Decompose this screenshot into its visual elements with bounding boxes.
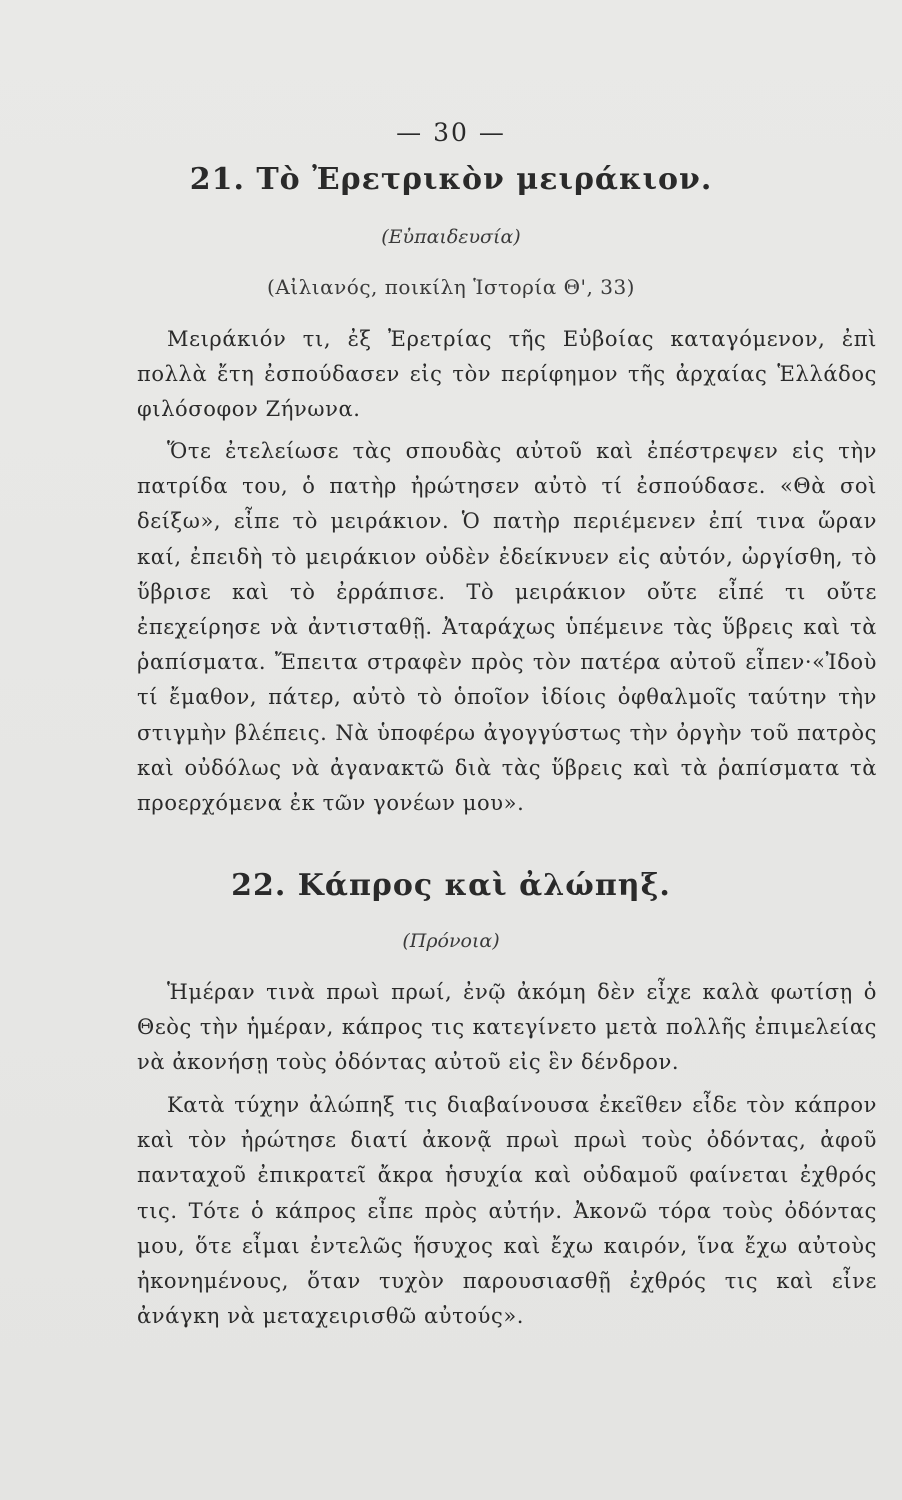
page-number: — 30 — (396, 118, 506, 147)
section-22-subtitle: (Πρόνοια) (402, 930, 500, 952)
section-21-title: 21. Τὸ Ἐρετρικὸν μειράκιον. (189, 162, 713, 197)
section-22-paragraph-1: Ἡμέραν τινὰ πρωὶ πρωί, ἐνῷ ἀκόμη δὲν εἶχε καλὰ φωτίσῃ ὁ Θεὸς τὴν ἡμέραν, κάπρος τις κατεγίνετο μετὰ πολλῆς ἐπιμελείας νὰ ἀκονήσῃ τοὺς ὀδόντας αὐτοῦ εἰς ἓν δένδρον. (137, 980, 877, 1075)
section-22-paragraph-2: Κατὰ τύχην ἀλώπηξ τις διαβαίνουσα ἐκεῖθεν εἶδε τὸν κάπρον καὶ τὸν ἠρώτησε διατί ἀκονᾷ πρωὶ πρωὶ τοὺς ὀδόντας, ἀφοῦ πανταχοῦ ἐπικρατεῖ ἄκρα ἡσυχία καὶ οὐδαμοῦ φαίνεται ἐχθρός τις. Τότε ὁ κάπρος εἶπε πρὸς αὐτήν. Ἀκονῶ τόρα τοὺς ὀδόντας μου, ὅτε εἶμαι ἐντελῶς ἥσυχος καὶ ἔχω καιρόν, ἵνα ἔχω αὐτοὺς ἠκονημένους, ὅταν τυχὸν παρουσιασθῇ ἐχθρός τις καὶ εἶνε ἀνάγκη νὰ μεταχειρισθῶ αὐτούς». (137, 1093, 877, 1329)
section-22-title: 22. Κάπρος καὶ ἀλώπηξ. (231, 868, 671, 903)
section-21-paragraph-1: Μειράκιόν τι, ἐξ Ἐρετρίας τῆς Εὐβοίας καταγόμενον, ἐπὶ πολλὰ ἔτη ἐσπούδασεν εἰς τὸν περίφημον τῆς ἀρχαίας Ἑλλάδος φιλόσοφον Ζήνωνα. (137, 327, 877, 422)
section-21-source: (Αἰλιανός, ποικίλη Ἱστορία Θ', 33) (267, 275, 635, 299)
section-21-paragraph-2: Ὅτε ἐτελείωσε τὰς σπουδὰς αὐτοῦ καὶ ἐπέστρεψεν εἰς τὴν πατρίδα του, ὁ πατὴρ ἠρώτησεν αὐτὸ τί ἐσπούδασε. «Θὰ σοὶ δείξω», εἶπε τὸ μειράκιον. Ὁ πατὴρ περιέμενεν ἐπί τινα ὥραν καί, ἐπειδὴ τὸ μειράκιον οὐδὲν ἐδείκνυεν εἰς αὐτόν, ὠργίσθη, τὸ ὕβρισε καὶ τὸ ἐρράπισε. Τὸ μειράκιον οὔτε εἶπέ τι οὔτε ἐπεχείρησε νὰ ἀντισταθῇ. Ἀταράχως ὑπέμεινε τὰς ὕβρεις καὶ τὰ ῥαπίσματα. Ἔπειτα στραφὲν πρὸς τὸν πατέρα αὐτοῦ εἶπεν·«Ἰδοὺ τί ἔμαθον, πάτερ, αὐτὸ τὸ ὁποῖον ἰδίοις ὀφθαλμοῖς ταύτην τὴν στιγμὴν βλέπεις. Νὰ ὑποφέρω ἀγογγύστως τὴν ὀργὴν τοῦ πατρὸς καὶ οὐδόλως νὰ ἀγανακτῶ διὰ τὰς ὕβρεις καὶ τὰ ῥαπίσματα τὰ προερχόμενα ἐκ τῶν γονέων μου». (137, 439, 877, 816)
section-21-subtitle: (Εὐπαιδευσία) (381, 226, 521, 248)
